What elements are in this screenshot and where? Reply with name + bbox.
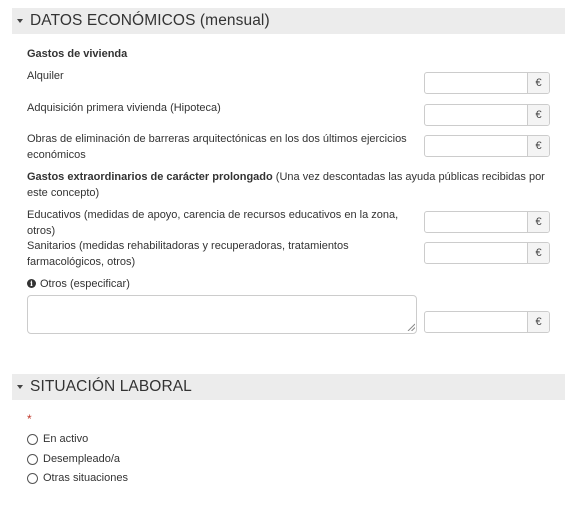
euro-addon: € <box>527 73 549 93</box>
euro-addon: € <box>527 136 549 156</box>
radio-button[interactable] <box>27 454 38 465</box>
extraordinary-heading-note: (Una vez descontadas las ayuda públicas recibidas por este concepto) <box>27 171 545 199</box>
radio-option-other[interactable] <box>27 472 128 484</box>
radio-button[interactable] <box>27 434 38 445</box>
rent-label: Alquiler <box>27 70 64 82</box>
euro-addon: € <box>527 312 549 332</box>
section-title: DATOS ECONÓMICOS (mensual) <box>30 12 270 29</box>
accessibility-works-field <box>424 135 550 157</box>
radio-label: En activo <box>43 433 89 445</box>
health-input[interactable] <box>425 243 527 263</box>
others-amount-input[interactable] <box>425 312 527 332</box>
accessibility-works-label: Obras de eliminación de barreras arquitectónicas en los dos últimos ejercicios económicos <box>27 133 407 161</box>
euro-addon: € <box>527 105 549 125</box>
accessibility-works-input[interactable] <box>425 136 527 156</box>
rent-input[interactable] <box>425 73 527 93</box>
others-amount-field <box>424 311 550 333</box>
radio-label: Desempleado/a <box>43 453 121 465</box>
mortgage-label: Adquisición primera vivienda (Hipoteca) <box>27 102 221 114</box>
required-marker: * <box>27 412 32 426</box>
euro-addon: € <box>527 243 549 263</box>
section-title: SITUACIÓN LABORAL <box>30 378 192 395</box>
collapse-caret-icon[interactable] <box>17 385 23 389</box>
radio-label: Otras situaciones <box>43 472 128 484</box>
education-field <box>424 211 550 233</box>
info-icon[interactable]: i <box>27 279 36 288</box>
education-label: Educativos (medidas de apoyo, carencia de recursos educativos en la zona, otros) <box>27 209 399 237</box>
rent-field <box>424 72 550 94</box>
collapse-caret-icon[interactable] <box>17 19 23 23</box>
others-label: Otros (especificar) <box>40 278 130 290</box>
health-label: Sanitarios (medidas rehabilitadoras y recuperadoras, tratamientos farmacológicos, otros) <box>27 240 349 268</box>
section-header-labour[interactable] <box>12 374 565 400</box>
radio-option-active[interactable] <box>27 433 88 445</box>
extraordinary-heading-bold: Gastos extraordinarios de carácter prolongado <box>27 171 273 183</box>
radio-button[interactable] <box>27 473 38 484</box>
housing-heading: Gastos de vivienda <box>27 48 128 60</box>
others-textarea[interactable] <box>27 295 417 334</box>
mortgage-field <box>424 104 550 126</box>
section-header-economic[interactable] <box>12 8 565 34</box>
health-field <box>424 242 550 264</box>
education-input[interactable] <box>425 212 527 232</box>
extraordinary-heading <box>27 169 547 201</box>
mortgage-input[interactable] <box>425 105 527 125</box>
resize-grip-icon[interactable] <box>407 323 415 331</box>
euro-addon: € <box>527 212 549 232</box>
radio-option-unemployed[interactable] <box>27 453 120 465</box>
